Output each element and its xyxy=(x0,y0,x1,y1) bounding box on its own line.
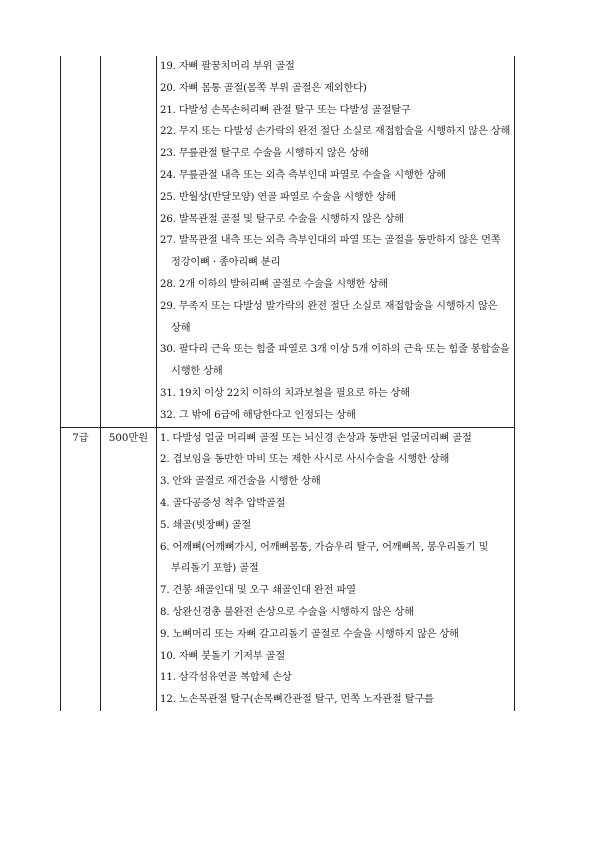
list-item: 12. 노손목관절 탈구(손목뼈간관절 탈구, 먼쪽 노자관절 탈구를 xyxy=(160,694,434,706)
list-item: 26. 발목관절 골절 및 탈구로 수술을 시행하지 않은 상해 xyxy=(160,213,404,225)
list-item: 7. 견봉 쇄골인대 및 오구 쇄골인대 완전 파열 xyxy=(160,585,356,597)
list-item: 2. 겹보임을 동반한 마비 또는 제한 사시로 사시수술을 시행한 상해 xyxy=(160,454,450,466)
items-cell xyxy=(157,56,515,427)
list-item: 22. 무지 또는 다발성 손가락의 완전 절단 소실로 재접합술을 시행하지 않은 상해 xyxy=(160,126,511,138)
list-item: 9. 노뼈머리 또는 자뼈 갈고리돌기 골절로 수술을 시행하지 않은 상해 xyxy=(160,628,459,640)
list-item: 19. 자뼈 팔꿈치머리 부위 골절 xyxy=(160,61,295,72)
list-item: 8. 상완신경총 불완전 손상으로 수술을 시행하지 않은 상해 xyxy=(160,606,414,618)
amount-cell xyxy=(101,56,157,427)
list-item: 6. 어깨뼈(어깨뼈가시, 어깨뼈몸통, 가슴우리 탈구, 어깨뼈목, 봉우리돌기 및 부리돌기 포함) 골절 xyxy=(160,541,489,575)
list-item: 31. 19치 이상 22치 이하의 치과보철을 필요로 하는 상해 xyxy=(160,387,410,399)
items-cell xyxy=(157,427,515,711)
list-item: 23. 무릎관절 탈구로 수술을 시행하지 않은 상해 xyxy=(160,148,369,160)
list-item: 28. 2개 이하의 발허리뼈 골절로 수술을 시행한 상해 xyxy=(160,278,388,290)
list-item: 27. 발목관절 내측 또는 외측 측부인대의 파열 또는 골절을 동반하지 않은 먼쪽 정강이뼈 · 종아리뼈 분리 xyxy=(160,235,501,269)
list-item: 10. 자뼈 붓돌기 기저부 골절 xyxy=(160,650,286,662)
list-item: 5. 쇄골(빗장뼈) 골절 xyxy=(160,519,252,531)
list-item: 21. 다발성 손목손허리뼈 관절 탈구 또는 다발성 골절탈구 xyxy=(160,104,411,116)
list-item: 11. 삼각섬유연골 복합체 손상 xyxy=(160,672,292,684)
list-item: 29. 무족지 또는 다발성 발가락의 완전 절단 소실로 재접합술을 시행하지 않은 상해 xyxy=(160,300,498,334)
list-item: 4. 골다공증성 척추 압박골절 xyxy=(160,497,286,509)
injury-grade-table xyxy=(60,56,515,711)
amount-cell: 500만원 xyxy=(101,427,157,711)
list-item: 24. 무릎관절 내측 또는 외측 측부인대 파열로 수술을 시행한 상해 xyxy=(160,169,446,181)
list-item: 3. 안와 골절로 재건술을 시행한 상해 xyxy=(160,476,321,488)
table-row xyxy=(61,427,515,711)
list-item: 30. 팔다리 근육 또는 힘줄 파열로 3개 이상 5개 이하의 근육 또는 힘줄 봉합술을 시행한 상해 xyxy=(160,344,510,378)
list-item: 1. 다발성 얼굴 머리뼈 골절 또는 뇌신경 손상과 동반된 얼굴머리뼈 골절 xyxy=(160,432,472,444)
table-row xyxy=(61,56,515,427)
grade-cell xyxy=(61,56,101,427)
list-item: 20. 자뼈 몸통 골절(몸쪽 부위 골절은 제외한다) xyxy=(160,82,367,94)
grade-cell: 7급 xyxy=(61,427,101,711)
list-item: 25. 반월상(반달모양) 연골 파열로 수술을 시행한 상해 xyxy=(160,191,396,203)
list-item: 32. 그 밖에 6급에 해당한다고 인정되는 상해 xyxy=(160,409,356,421)
